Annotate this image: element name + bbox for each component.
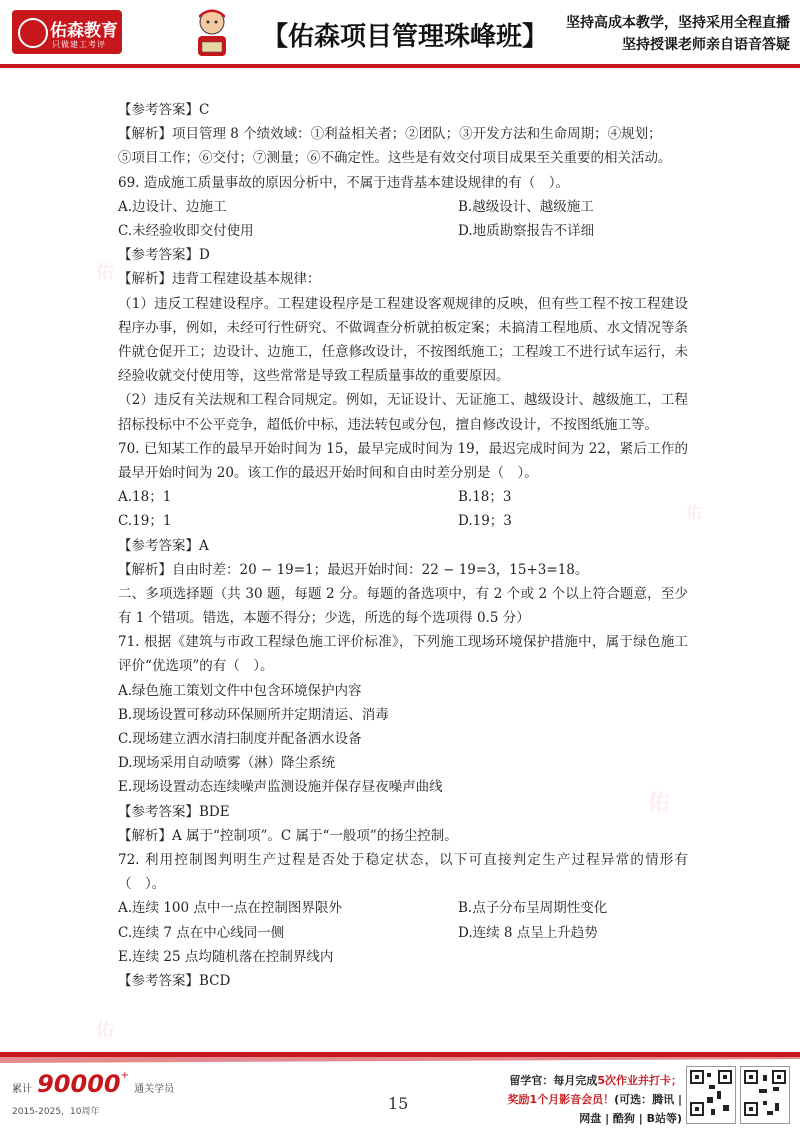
logo-mark-icon xyxy=(18,18,48,48)
q71-option-d: D.现场采用自动喷雾（淋）降尘系统 xyxy=(118,755,336,772)
page-number: 15 xyxy=(388,1094,409,1113)
slogan-line-1: 坚持高成本教学，坚持采用全程直播 xyxy=(566,15,790,31)
logo-subtitle: 只做建工考评 xyxy=(52,40,106,49)
mascot-icon xyxy=(188,6,236,60)
q71-analysis: 【解析】A 属于“控制项”。C 属于“一般项”的扬尘控制。 xyxy=(118,827,458,844)
q71-answer: 【参考答案】BDE xyxy=(118,803,230,820)
q71-stem: 71. 根据《建筑与市政工程绿色施工评价标准》，下列施工现场环境保护措施中，属于绿色施工评价“优选项”的有（ ）。 xyxy=(118,634,688,675)
q68-analysis-line-2: ⑤项目工作；⑥交付；⑦测量；⑥不确定性。这些是有效交付项目成果至关重要的相关活动。 xyxy=(118,150,672,167)
q70-option-b: B.18；3 xyxy=(458,489,512,506)
q70-option-c: C.19；1 xyxy=(118,513,172,530)
page-header xyxy=(0,0,800,66)
promo-text xyxy=(462,1071,682,1128)
q69-option-c: C.未经验收即交付使用 xyxy=(118,222,254,239)
student-count xyxy=(12,1070,174,1098)
count-tail: 通关学员 xyxy=(134,1084,175,1095)
q72-options-row-2 xyxy=(118,921,688,945)
q72-option-d: D.连续 8 点呈上升趋势 xyxy=(458,924,598,941)
promo-line-2 xyxy=(462,1090,682,1109)
promo-line-2-b: (可选：腾讯 | xyxy=(614,1093,682,1106)
section-2-heading: 二、多项选择题（共 30 题，每题 2 分。每题的备选项中，有 2 个或 2 个以上符合题意，至少有 1 个错项。错选，本题不得分；少选，所选的每个选项得 0.5 分） xyxy=(118,585,688,627)
q69-analysis-head: 【解析】违背工程建设基本规律： xyxy=(118,271,321,288)
logo-text: 佑森教育 xyxy=(50,21,118,41)
q70-stem: 70. 已知某工作的最早开始时间为 15，最早完成时间为 19，最迟完成时间为 22，紧后工作的最早开始时间为 20。该工作的最迟开始时间和自由时差分别是（ ）。 xyxy=(118,440,688,481)
q70-option-a: A.18；1 xyxy=(118,489,172,506)
footer-pattern xyxy=(0,1057,800,1063)
count-number: 90000 xyxy=(37,1070,121,1098)
watermark-logo: 佑 xyxy=(648,791,671,816)
promo-line-3: 网盘 | 酷狗 | B站等) xyxy=(579,1112,682,1125)
q72-answer: 【参考答案】BCD xyxy=(118,972,231,989)
promo-line-1-b: 5次作业并打卡； xyxy=(597,1074,682,1087)
q69-answer: 【参考答案】D xyxy=(118,247,210,264)
watermark-logo: 佑 xyxy=(96,1020,114,1041)
q70-option-d: D.19；3 xyxy=(458,513,512,530)
q71-option-b: B.现场设置可移动环保厕所并定期清运、消毒 xyxy=(118,706,389,723)
q69-stem: 69. 造成施工质量事故的原因分析中，不属于违背基本建设规律的有（ ）。 xyxy=(118,174,570,191)
q69-options-row-1 xyxy=(118,195,688,219)
q70-answer: 【参考答案】A xyxy=(118,537,209,554)
watermark-logo: 佑 xyxy=(96,262,114,283)
q70-analysis: 【解析】自由时差：20 − 19=1；最迟开始时间：22 − 19=3，15+3=18。 xyxy=(118,561,589,578)
q72-option-b: B.点子分布呈周期性变化 xyxy=(458,900,608,917)
document-body xyxy=(118,98,688,993)
qr-code-icon[interactable] xyxy=(740,1066,790,1124)
q69-option-a: A.边设计、边施工 xyxy=(118,198,227,215)
q69-analysis-p1: （1）违反工程建设程序。工程建设程序是工程建设客观规律的反映，但有些工程不按工程建设程序办事，例如，未经可行性研究、不做调查分析就拍板定案；未搞清工程地质、水文情况等条件就仓促开工；边设计、边施工，任意修改设计，不按图纸施工；工程竣工不进行试车运行，未经验收就交付使用等，这些常常是导致工程质量事故的重要原因。 xyxy=(118,295,688,385)
q70-options-row-2 xyxy=(118,509,688,533)
header-divider xyxy=(0,64,800,68)
q71-option-c: C.现场建立洒水清扫制度并配备洒水设备 xyxy=(118,731,362,748)
q71-option-a: A.绿色施工策划文件中包含环境保护内容 xyxy=(118,682,362,699)
brand-logo xyxy=(12,10,122,54)
q72-option-c: C.连续 7 点在中心线同一侧 xyxy=(118,924,285,941)
q72-option-e: E.连续 25 点均随机落在控制界线内 xyxy=(118,948,334,965)
count-plus: + xyxy=(120,1070,129,1081)
page-title: 【佑森项目管理珠峰班】 xyxy=(262,22,549,52)
count-label: 累计 xyxy=(12,1084,32,1095)
slogan-line-2: 坚持授课老师亲自语音答疑 xyxy=(622,37,790,53)
q68-analysis-line-1: 【解析】项目管理 8 个绩效域：①利益相关者；②团队；③开发方法和生命周期；④规划； xyxy=(118,126,662,143)
q68-answer: 【参考答案】C xyxy=(118,102,210,118)
watermark-logo: 佑 xyxy=(686,503,703,522)
q72-stem: 72. 利用控制图判明生产过程是否处于稳定状态，以下可直接判定生产过程异常的情形有（ ）。 xyxy=(118,852,688,893)
q69-option-d: D.地质勘察报告不详细 xyxy=(458,222,595,239)
years-label: 2015-2025，10周年 xyxy=(12,1107,100,1117)
q71-option-e: E.现场设置动态连续噪声监测设施并保存昼夜噪声曲线 xyxy=(118,779,443,796)
q69-options-row-2 xyxy=(118,219,688,243)
q69-analysis-p2: （2）违反有关法规和工程合同规定。例如，无证设计、无证施工、越级设计、越级施工，工程招标投标中不公平竞争，超低价中标，违法转包或分包，擅自修改设计，不按图纸施工等。 xyxy=(118,392,688,433)
q70-options-row-1 xyxy=(118,485,688,509)
q72-options-row-1 xyxy=(118,896,688,920)
qr-code-icon[interactable] xyxy=(686,1066,736,1124)
promo-line-1 xyxy=(462,1071,682,1090)
q69-option-b: B.越级设计、越级施工 xyxy=(458,198,594,215)
q72-option-a: A.连续 100 点中一点在控制图界限外 xyxy=(118,900,342,917)
promo-line-2-a: 奖励1个月影音会员！ xyxy=(507,1093,615,1106)
promo-line-1-a: 留学官：每月完成 xyxy=(509,1074,598,1087)
